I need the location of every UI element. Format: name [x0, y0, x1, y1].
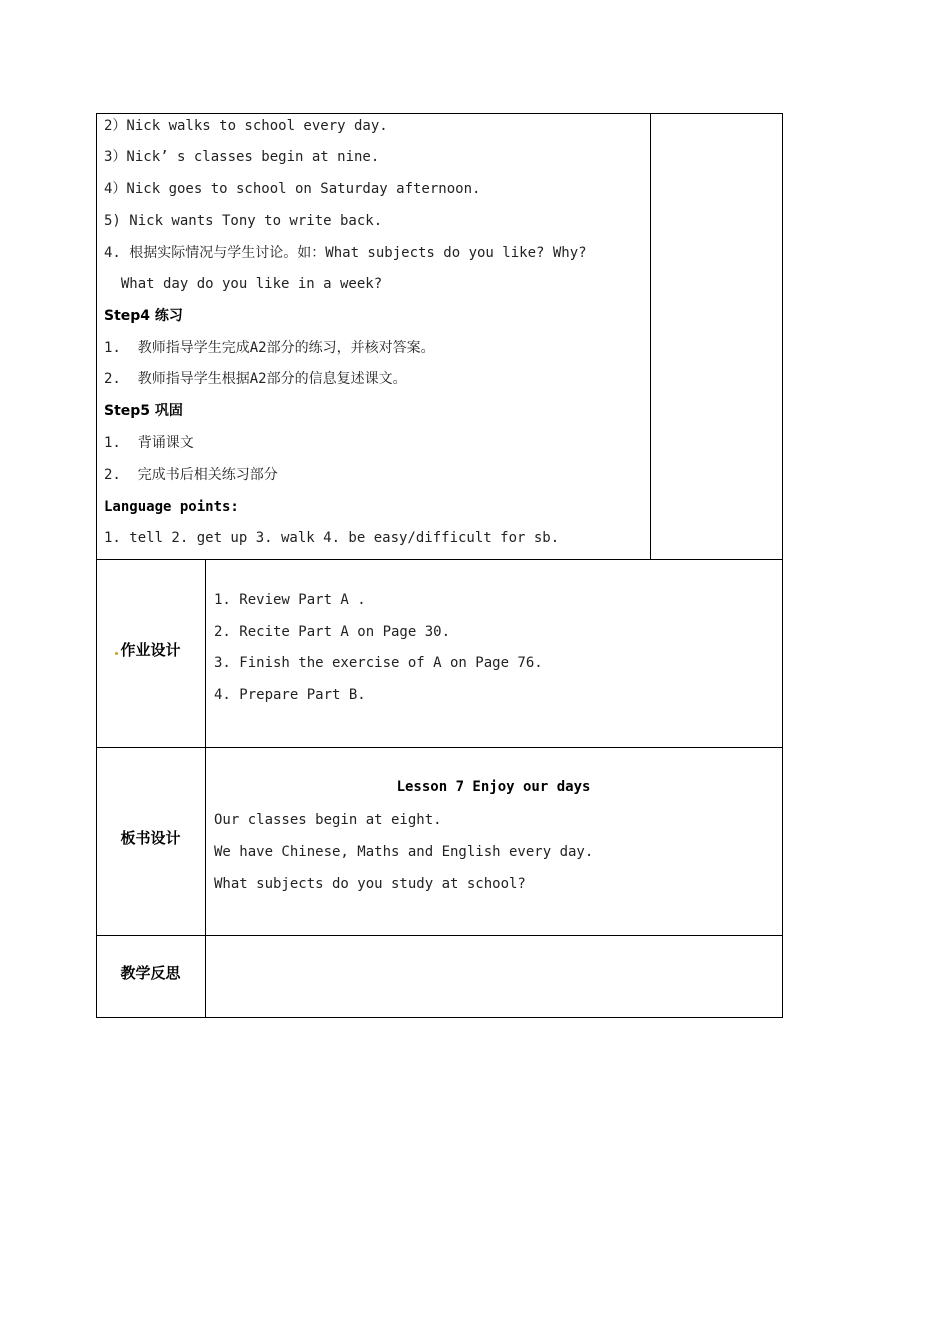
- table-right-border: [782, 113, 783, 1018]
- row-separator-1: [96, 559, 782, 560]
- homework-item: 3. Finish the exercise of A on Page 76.: [214, 655, 543, 671]
- step-line: 5) Nick wants Tony to write back.: [104, 213, 383, 229]
- step-line: What day do you like in a week?: [104, 276, 383, 292]
- row1-divider: [650, 113, 651, 559]
- table-top-border: [96, 113, 782, 114]
- step4-title: Step4 练习: [104, 308, 183, 324]
- language-points-items: 1. tell 2. get up 3. walk 4. be easy/difficult for sb.: [104, 530, 560, 546]
- table-left-border: [96, 113, 97, 1018]
- step-line: 4）Nick goes to school on Saturday afternoon.: [104, 181, 481, 197]
- table-bottom-border: [96, 1017, 783, 1018]
- language-points-title: Language points:: [104, 499, 239, 515]
- row-separator-3: [96, 935, 782, 936]
- step5-item: 2. 完成书后相关练习部分: [104, 467, 278, 483]
- step5-title: Step5 巩固: [104, 403, 183, 419]
- homework-item: 4. Prepare Part B.: [214, 687, 366, 703]
- step4-item: 2. 教师指导学生根据A2部分的信息复述课文。: [104, 371, 407, 387]
- step-line: 4. 根据实际情况与学生讨论。如：What subjects do you like? Why?: [104, 245, 587, 261]
- step-line: 2）Nick walks to school every day.: [104, 118, 388, 134]
- board-line: Our classes begin at eight.: [214, 812, 442, 828]
- row-separator-2: [96, 747, 782, 748]
- board-line: What subjects do you study at school?: [214, 876, 526, 892]
- step5-item: 1. 背诵课文: [104, 435, 194, 451]
- reflection-label: 教学反思: [120, 964, 181, 982]
- homework-label: 作业设计: [120, 641, 181, 659]
- board-title: Lesson 7 Enjoy our days: [396, 779, 591, 795]
- board-line: We have Chinese, Maths and English every day.: [214, 844, 594, 860]
- homework-item: 1. Review Part A .: [214, 592, 366, 608]
- homework-item: 2. Recite Part A on Page 30.: [214, 624, 451, 640]
- step4-item: 1. 教师指导学生完成A2部分的练习，并核对答案。: [104, 340, 435, 356]
- board-label: 板书设计: [120, 829, 181, 847]
- step-line: 3）Nick’ s classes begin at nine.: [104, 149, 380, 165]
